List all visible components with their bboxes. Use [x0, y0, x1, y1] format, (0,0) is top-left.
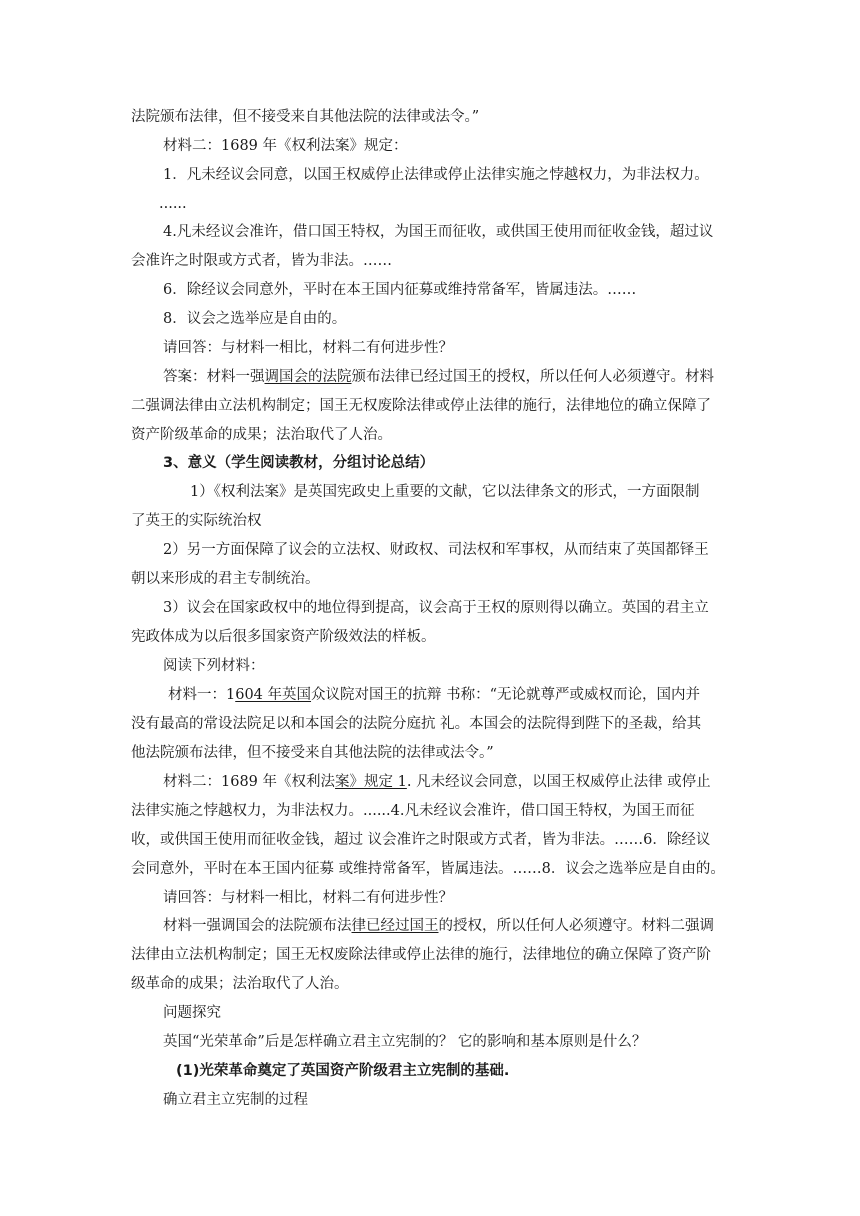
- text-line: 请回答：与材料一相比，材料二有何进步性？: [163, 890, 453, 906]
- text-line: 法院颁布法律，但不接受来自其他法院的法律或法令。”: [131, 109, 480, 125]
- text-line: 2）另一方面保障了议会的立法权、财政权、司法权和军事权，从而结束了英国都铎王: [163, 542, 709, 558]
- text-line: 4.凡未经议会准许，借口国王特权，为国王而征收，或供国王使用而征收金钱，超过议: [163, 224, 714, 240]
- underlined-text: 调国会的法院: [264, 369, 352, 385]
- section-heading: 3、意义（学生阅读教材，分组讨论总结）: [163, 455, 435, 471]
- text-segment: 颁布法律已经过国王的授权，所以任何人必须遵守。材料: [351, 369, 714, 385]
- text-line: 会同意外，平时在本王国内征募 或维持常备军，皆属违法。……8．议会之选举应是自由的。: [131, 861, 725, 877]
- text-segment: . 凡未经议会同意，以国王权威停止法律 或停止: [406, 774, 711, 790]
- text-line: 问题探究: [163, 1005, 221, 1021]
- text-line: 法律由立法机构制定；国王无权废除法律或停止法律的施行，法律地位的确立保障了资产阶: [131, 947, 711, 963]
- text-line: 材料二：1689 年《权利法案》规定：: [163, 138, 408, 154]
- material-line: [163, 773, 711, 791]
- text-line: ......: [159, 196, 187, 212]
- text-segment: 材料一：1: [168, 687, 236, 703]
- text-segment: 材料二：1689 年《权利法: [163, 774, 336, 790]
- text-line: 请回答：与材料一相比，材料二有何进步性？: [163, 340, 453, 356]
- text-line: 了英王的实际统治权: [131, 513, 262, 529]
- text-segment: 答案：材料一强: [163, 369, 265, 385]
- underlined-text: 律已经过国王: [351, 918, 439, 934]
- text-line: 1．凡未经议会同意，以国王权威停止法律或停止法律实施之悖越权力，为非法权力。: [163, 167, 709, 183]
- text-segment: 材料一强调国会的法院颁布法: [163, 918, 352, 934]
- text-line: 宪政体成为以后很多国家资产阶级效法的样板。: [131, 629, 436, 645]
- text-line: 级革命的成果；法治取代了人治。: [131, 976, 349, 992]
- text-line: 没有最高的常设法院足以和本国会的法院分庭抗 礼。本国会的法院得到陛下的圣裁，给其: [131, 716, 702, 732]
- text-line: 朝以来形成的君主专制统治。: [131, 571, 320, 587]
- text-segment: 的授权，所以任何人必须遵守。材料二强调: [438, 918, 714, 934]
- underlined-text: 案》规定 1: [335, 774, 407, 790]
- text-line: 8．议会之选举应是自由的。: [163, 311, 347, 327]
- text-line: 3）议会在国家政权中的地位得到提高，议会高于王权的原则得以确立。英国的君主立: [163, 600, 709, 616]
- text-line: 1）《权利法案》是英国宪政史上重要的文献，它以法律条文的形式，一方面限制: [190, 484, 700, 500]
- text-line: 法律实施之悖越权力，为非法权力。......4.凡未经议会准许，借口国王特权，为国王而征: [131, 803, 695, 819]
- underlined-text: 604 年英国: [235, 687, 312, 703]
- text-segment: 众议院对国王的抗辩 书称：“无论就尊严或威权而论，国内并: [311, 687, 701, 703]
- text-line: 收，或供国王使用而征收金钱，超过 议会准许之时限或方式者，皆为非法。……6．除经议: [131, 832, 711, 848]
- text-line: 二强调法律由立法机构制定；国王无权废除法律或停止法律的施行，法律地位的确立保障了: [131, 398, 711, 414]
- answer-line: [163, 917, 714, 935]
- material-line: [168, 686, 700, 704]
- text-line: 阅读下列材料：: [163, 658, 265, 674]
- section-heading: (1)光荣革命奠定了英国资产阶级君主立宪制的基础.: [176, 1063, 510, 1079]
- text-line: 资产阶级革命的成果；法治取代了人治。: [131, 427, 392, 443]
- text-line: 会准许之时限或方式者，皆为非法。……: [131, 253, 392, 269]
- text-line: 6．除经议会同意外，平时在本王国内征募或维持常备军，皆属违法。……: [163, 282, 637, 298]
- text-line: 确立君主立宪制的过程: [163, 1092, 308, 1108]
- answer-line: [163, 368, 714, 386]
- text-line: 英国“光荣革命”后是怎样确立君主立宪制的？ 它的影响和基本原则是什么？: [163, 1034, 647, 1050]
- text-line: 他法院颁布法律，但不接受来自其他法院的法律或法令。”: [131, 745, 494, 761]
